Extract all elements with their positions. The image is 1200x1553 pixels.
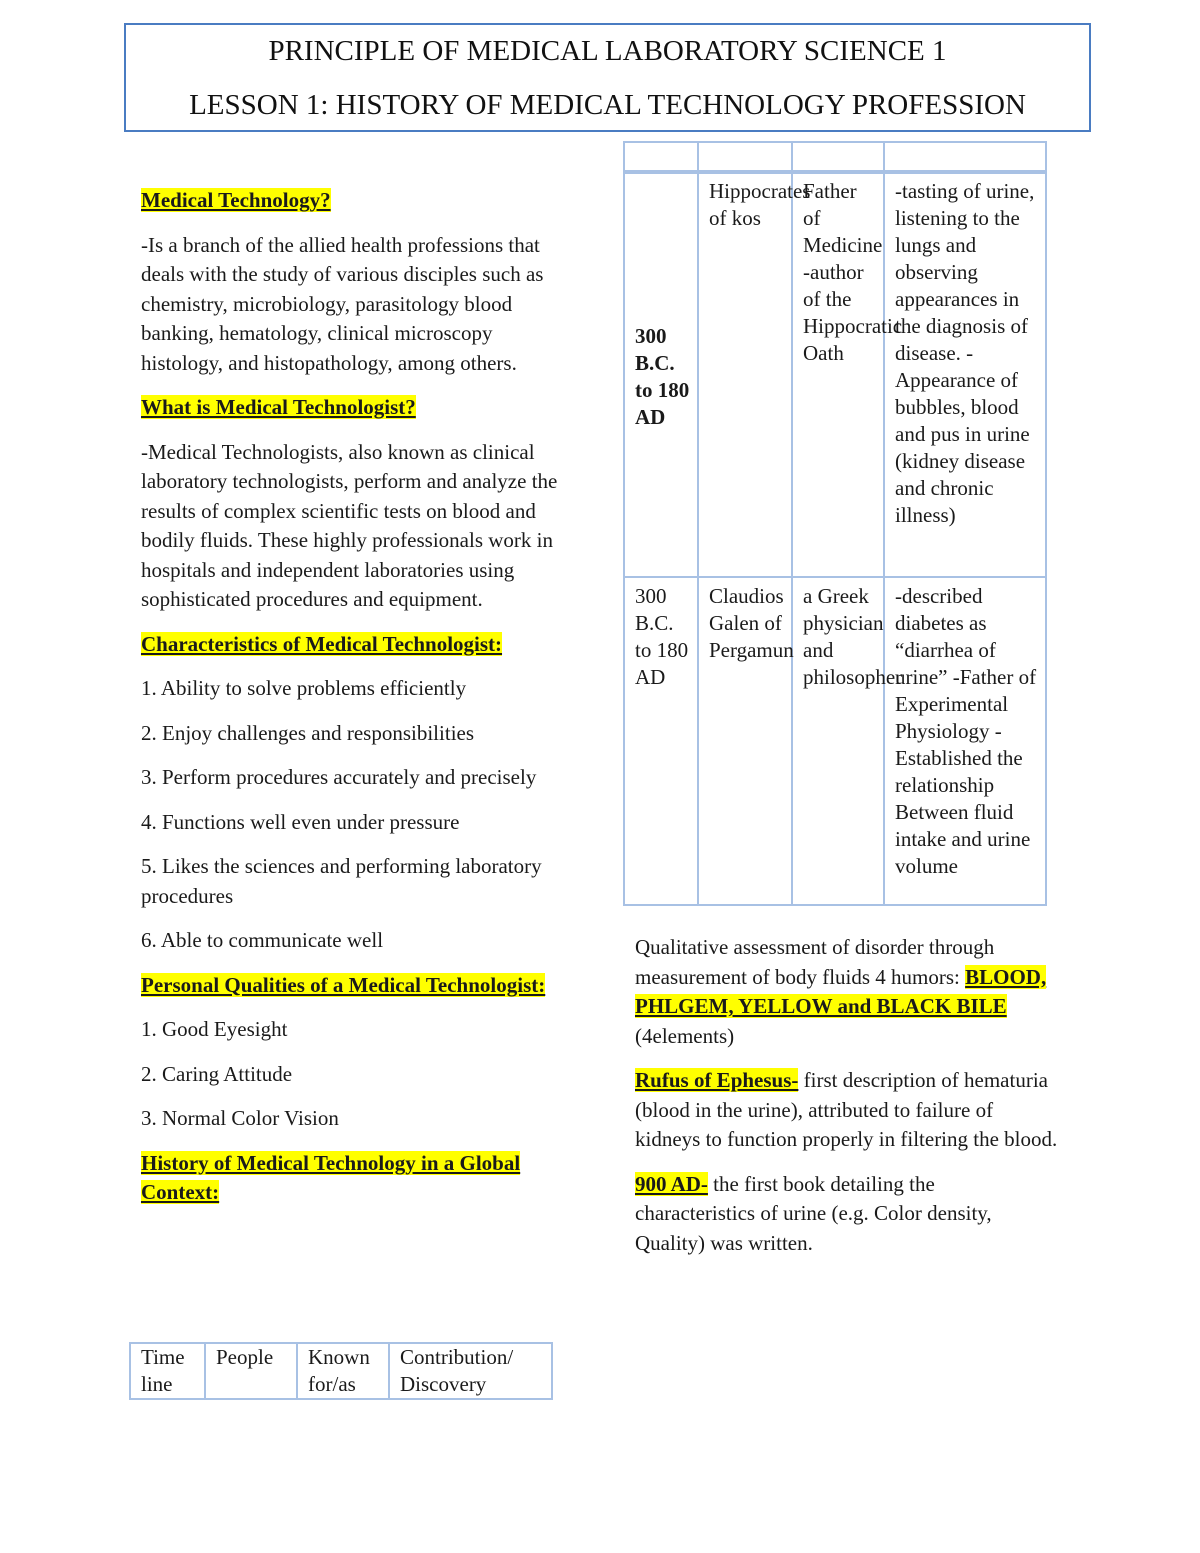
document-title: PRINCIPLE OF MEDICAL LABORATORY SCIENCE 1 (268, 35, 947, 67)
header-contribution: Contribution/ Discovery (389, 1343, 552, 1399)
humors-paragraph: Qualitative assessment of disorder through measurement of body fluids 4 humors: BLOOD, PHLGEM, YELLOW and BLACK BILE (4elements) (635, 935, 1047, 1048)
row-people: Hippocrates of kos (698, 172, 792, 577)
characteristic-item: 4. Functions well even under pressure (141, 809, 460, 834)
header-known-for: Known for/as (297, 1343, 389, 1399)
characteristic-item: 3. Perform procedures accurately and precisely (141, 765, 537, 789)
ad900-highlight: 900 AD- (635, 1171, 708, 1196)
header-timeline: Time line (130, 1343, 205, 1399)
quality-item: 2. Caring Attitude (141, 1061, 293, 1086)
row-contribution: -tasting of urine, listening to the lungs and observing appearances in the diagnosis of disease. -Appearance of bubbles, blood and pus in urine (kidney disease and chronic illness) (884, 172, 1046, 577)
left-column (141, 186, 566, 1223)
title-box (124, 23, 1091, 132)
heading-medical-technology: Medical Technology? (141, 188, 331, 212)
row-contribution: -described diabetes as “diarrhea of urine” -Father of Experimental Physiology -Established the relationship Between fluid intake and urine volume (884, 577, 1046, 905)
lesson-title: LESSON 1: HISTORY OF MEDICAL TECHNOLOGY PROFESSION (189, 89, 1026, 121)
header-people: People (205, 1343, 297, 1399)
characteristic-item: 1. Ability to solve problems efficiently (141, 676, 467, 700)
heading-characteristics: Characteristics of Medical Technologist: (141, 631, 503, 656)
characteristic-item: 2. Enjoy challenges and responsibilities (141, 720, 475, 745)
table-header-row (130, 1343, 552, 1399)
ad900-paragraph: 900 AD- the first book detailing the characteristics of urine (e.g. Color density, Quality) was written. (635, 1171, 992, 1255)
table-header-row-empty (624, 142, 1046, 172)
definition-paragraph: -Is a branch of the allied health professions that deals with the study of various disciples such as chemistry, microbiology, parasitology blood banking, hematology, clinical microscopy histology, and histopathology, among others. (141, 232, 544, 375)
heading-medical-technologist: What is Medical Technologist? (141, 395, 416, 419)
quality-item: 3. Normal Color Vision (141, 1106, 339, 1130)
humors-highlight: BLOOD, PHLGEM, YELLOW and BLACK BILE (635, 964, 1047, 1018)
row-people: Claudios Galen of Pergamun (698, 577, 792, 905)
row-known-for: a Greek physician and philosopher (792, 577, 884, 905)
characteristic-item: 6. Able to communicate well (141, 928, 384, 952)
row-timeline: 300 B.C. to 180 AD (624, 577, 698, 905)
history-table (623, 141, 1047, 906)
right-column (635, 933, 1060, 1273)
table-row (624, 577, 1046, 905)
rufus-paragraph: Rufus of Ephesus- first description of hematuria (blood in the urine), attributed to failure of kidneys to function properly in filtering the blood. (635, 1068, 1058, 1151)
table-row (624, 172, 1046, 577)
row-timeline: 300 B.C. to 180 AD (624, 172, 698, 577)
quality-item: 1. Good Eyesight (141, 1017, 288, 1041)
technologist-paragraph: -Medical Technologists, also known as clinical laboratory technologists, perform and analyze the results of complex scientific tests on blood and bodily fluids. These highly professionals work in hospitals and independent laboratories using sophisticated procedures and equipment. (141, 439, 558, 611)
characteristic-item: 5. Likes the sciences and performing laboratory procedures (141, 854, 542, 908)
heading-personal-qualities: Personal Qualities of a Medical Technologist: (141, 972, 546, 997)
row-known-for: Father of Medicine -author of the Hippocratic Oath (792, 172, 884, 577)
rufus-highlight: Rufus of Ephesus- (635, 1068, 799, 1092)
heading-history: History of Medical Technology in a Global Context: (141, 1150, 521, 1204)
history-table-header (129, 1342, 553, 1400)
